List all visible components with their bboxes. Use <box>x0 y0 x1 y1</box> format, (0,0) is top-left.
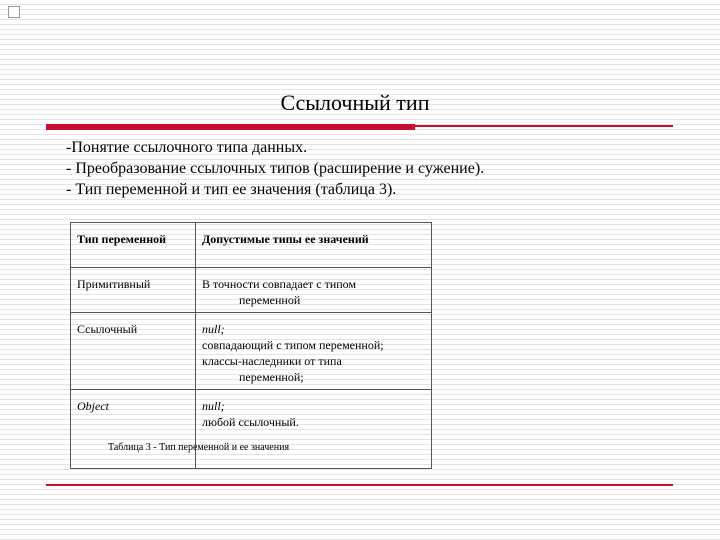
cell-line: переменной <box>239 293 301 307</box>
variable-types-table <box>70 222 432 469</box>
slide-title <box>0 90 720 116</box>
cell-line: null; <box>202 399 225 413</box>
bottom-rule <box>46 484 673 486</box>
slide-title-text: Ссылочный тип <box>280 90 430 115</box>
title-underline-thick <box>46 124 415 130</box>
cell-line: переменной; <box>239 370 304 384</box>
cell-variable-type: Примитивный <box>71 268 196 313</box>
cell-variable-type: Ссылочный <box>71 313 196 390</box>
bullet-list <box>66 137 484 200</box>
header-value-types: Допустимые типы ее значений <box>196 223 432 268</box>
header-variable-type: Тип переменной <box>71 223 196 268</box>
table-row <box>71 313 432 390</box>
table-header-row <box>71 223 432 268</box>
cell-line: null; <box>202 322 225 336</box>
cell-variable-type: Object <box>71 390 196 469</box>
cell-line: В точности совпадает с типом <box>202 277 357 291</box>
bullet-item: - Тип переменной и тип ее значения (таблица 3). <box>66 181 397 198</box>
cell-value-types <box>196 390 432 469</box>
cell-value-types <box>196 268 432 313</box>
table-row <box>71 390 432 469</box>
title-underline-thin <box>415 125 673 127</box>
cell-line: совпадающий с типом переменной; <box>202 338 384 352</box>
checkbox-icon <box>8 6 20 18</box>
table-row <box>71 268 432 313</box>
bullet-item: - Преобразование ссылочных типов (расширение и сужение). <box>66 160 485 177</box>
cell-value-types <box>196 313 432 390</box>
cell-line: любой ссылочный. <box>202 415 299 429</box>
cell-line: классы-наследники от типа <box>202 354 342 368</box>
table-caption: Таблица 3 - Тип переменной и ее значения <box>108 442 290 453</box>
bullet-item: -Понятие ссылочного типа данных. <box>66 139 308 156</box>
